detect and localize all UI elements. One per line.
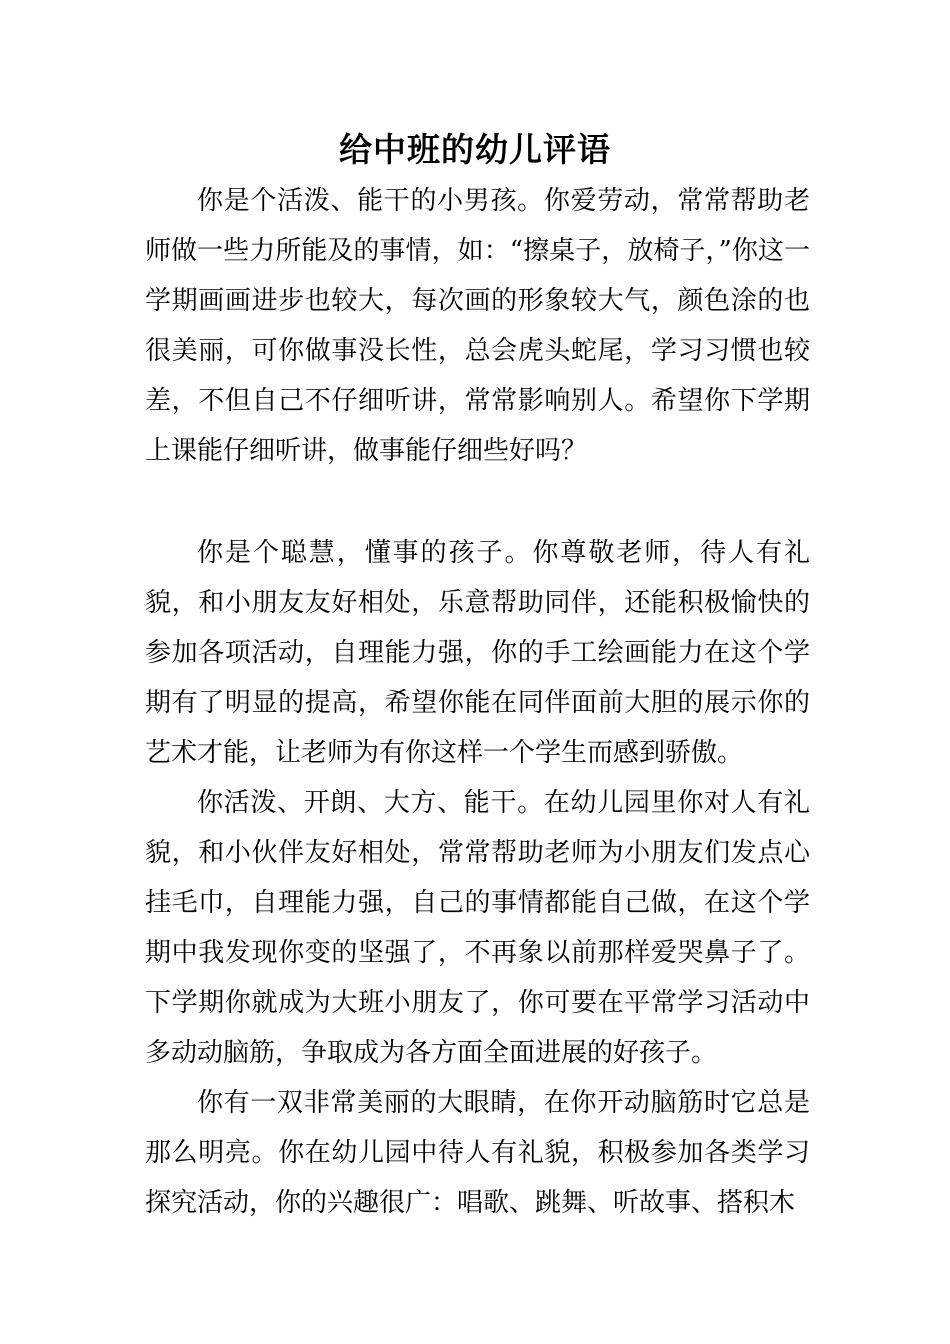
paragraph-gap	[145, 476, 810, 528]
document-title: 给中班的幼儿评语	[339, 130, 611, 169]
document-body	[145, 176, 810, 1228]
comment-paragraph-1: 你是个活泼、能干的小男孩。你爱劳动，常常帮助老师做一些力所能及的事情，如：“擦桌子，放椅子，”你这一学期画画进步也较大，每次画的形象较大气，颜色涂的也很美丽，可你做事没长性，总会虎头蛇尾，学习习惯也较差，不但自己不仔细听讲，常常影响别人。希望你下学期上课能仔细听讲，做事能仔细些好吗？	[145, 186, 810, 466]
comment-paragraph-4: 你有一双非常美丽的大眼睛，在你开动脑筋时它总是那么明亮。你在幼儿园中待人有礼貌，积极参加各类学习探究活动，你的兴趣很广：唱歌、跳舞、听故事、搭积木	[145, 1088, 810, 1218]
comment-paragraph-2: 你是个聪慧，懂事的孩子。你尊敬老师，待人有礼貌，和小朋友友好相处，乐意帮助同伴，还能积极愉快的参加各项活动，自理能力强，你的手工绘画能力在这个学期有了明显的提高，希望你能在同伴面前大胆的展示你的艺术才能，让老师为有你这样一个学生而感到骄傲。	[145, 538, 810, 768]
comment-paragraph-3: 你活泼、开朗、大方、能干。在幼儿园里你对人有礼貌，和小伙伴友好相处，常常帮助老师为小朋友们发点心挂毛巾，自理能力强，自己的事情都能自己做，在这个学期中我发现你变的坚强了，不再象以前那样爱哭鼻子了。下学期你就成为大班小朋友了，你可要在平常学习活动中多动动脑筋，争取成为各方面全面进展的好孩子。	[145, 788, 810, 1068]
